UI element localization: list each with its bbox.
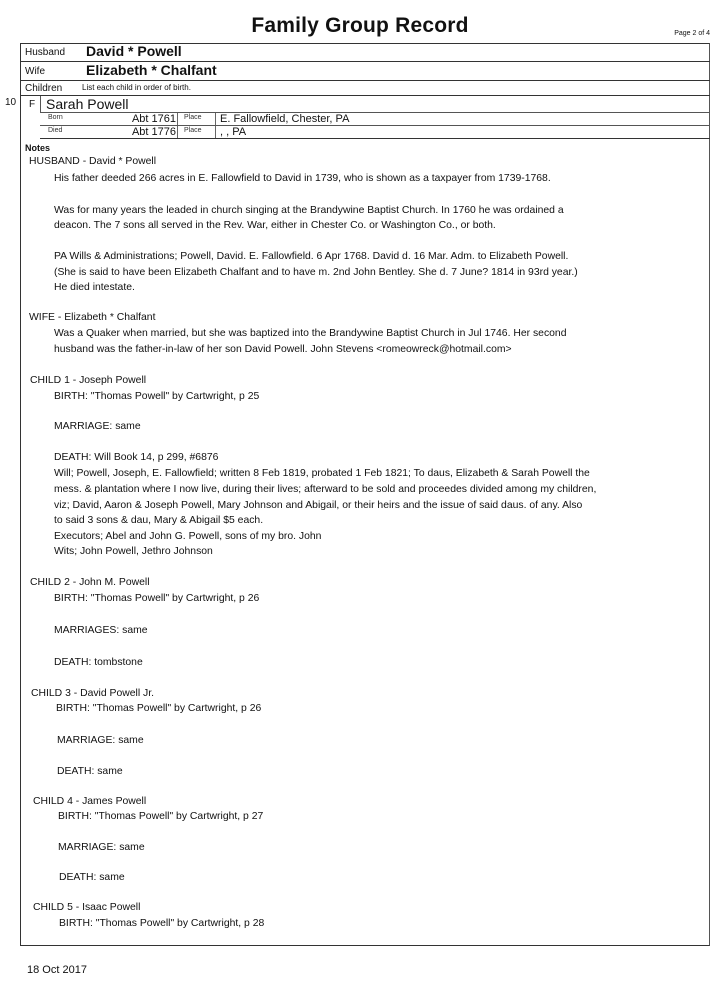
born-divider bbox=[177, 113, 178, 125]
note-line: CHILD 2 - John M. Powell bbox=[30, 577, 150, 588]
died-label: Died bbox=[48, 127, 63, 134]
footer-date: 18 Oct 2017 bbox=[27, 964, 87, 976]
note-line: DEATH: tombstone bbox=[54, 657, 143, 668]
child-sex: F bbox=[29, 99, 36, 110]
note-line: BIRTH: "Thomas Powell" by Cartwright, p 27 bbox=[58, 811, 264, 822]
note-line: BIRTH: "Thomas Powell" by Cartwright, p 25 bbox=[54, 391, 260, 402]
born-place-label: Place bbox=[184, 114, 202, 121]
note-line: mess. & plantation where I now live, during their lives; afterward to be sold and proceedes divided among my children, bbox=[54, 484, 597, 495]
died-place-label: Place bbox=[184, 127, 202, 134]
died-divider bbox=[177, 126, 178, 138]
note-line: MARRIAGES: same bbox=[54, 625, 148, 636]
note-line: Was for many years the leaded in church singing at the Brandywine Baptist Church. In 1760 he was ordained a bbox=[54, 205, 564, 216]
note-line: viz; David, Aaron & Joseph Powell, Mary Johnson and Abigail, or their heirs and the issue of said daus. of any. Also bbox=[54, 500, 583, 511]
child-sex-divider bbox=[40, 96, 41, 112]
notes-heading: Notes bbox=[25, 143, 51, 153]
born-row bbox=[40, 112, 710, 125]
husband-name: David * Powell bbox=[86, 43, 182, 59]
note-line: CHILD 3 - David Powell Jr. bbox=[31, 688, 154, 699]
died-date: Abt 1776 bbox=[131, 126, 176, 138]
wife-label: Wife bbox=[25, 66, 45, 77]
note-line: MARRIAGE: same bbox=[57, 735, 144, 746]
note-line: Executors; Abel and John G. Powell, sons of my bro. John bbox=[54, 531, 322, 542]
children-row bbox=[20, 81, 710, 96]
child-name: Sarah Powell bbox=[46, 96, 129, 112]
note-line: MARRIAGE: same bbox=[54, 421, 141, 432]
died-place: , , PA bbox=[220, 126, 247, 138]
husband-row bbox=[20, 43, 710, 62]
note-line: DEATH: same bbox=[57, 766, 123, 777]
page-title: Family Group Record bbox=[251, 14, 469, 37]
note-line: DEATH: same bbox=[59, 872, 125, 883]
note-line: to said 3 sons & dau, Mary & Abigail $5 each. bbox=[54, 515, 264, 526]
husband-label: Husband bbox=[25, 47, 66, 58]
note-line: WIFE - Elizabeth * Chalfant bbox=[29, 312, 156, 323]
note-line: MARRIAGE: same bbox=[58, 842, 145, 853]
note-line: CHILD 4 - James Powell bbox=[33, 796, 147, 807]
born-label: Born bbox=[48, 114, 63, 121]
note-line: Was a Quaker when married, but she was baptized into the Brandywine Baptist Church in Jul 1746. Her second bbox=[54, 328, 567, 339]
born-place-divider bbox=[215, 113, 216, 125]
note-line: husband was the father-in-law of her son David Powell. John Stevens <romeowreck@hotmail.com> bbox=[54, 344, 512, 355]
note-line: BIRTH: "Thomas Powell" by Cartwright, p 28 bbox=[59, 918, 265, 929]
wife-name: Elizabeth * Chalfant bbox=[86, 62, 217, 78]
note-line: He died intestate. bbox=[54, 282, 135, 293]
children-instruction: List each child in order of birth. bbox=[82, 83, 191, 92]
child-row bbox=[20, 96, 710, 112]
born-place: E. Fallowfield, Chester, PA bbox=[220, 113, 350, 125]
children-label: Children bbox=[25, 83, 63, 94]
wife-row bbox=[20, 62, 710, 81]
died-place-divider bbox=[215, 126, 216, 138]
note-line: Wits; John Powell, Jethro Johnson bbox=[54, 546, 213, 557]
note-line: CHILD 1 - Joseph Powell bbox=[30, 375, 147, 386]
note-line: DEATH: Will Book 14, p 299, #6876 bbox=[54, 452, 219, 463]
child-number: 10 bbox=[5, 97, 17, 108]
note-line: BIRTH: "Thomas Powell" by Cartwright, p 26 bbox=[56, 703, 262, 714]
born-date: Abt 1761 bbox=[131, 113, 176, 125]
note-line: Will; Powell, Joseph, E. Fallowfield; written 8 Feb 1819, probated 1 Feb 1821; To daus, Elizabeth & Sarah Powell the bbox=[54, 468, 590, 479]
note-line: His father deeded 266 acres in E. Fallowfield to David in 1739, who is shown as a taxpayer from 1739-1768. bbox=[54, 173, 551, 184]
died-row bbox=[40, 125, 710, 139]
note-line: PA Wills & Administrations; Powell, David. E. Fallowfield. 6 Apr 1768. David d. 16 Mar. Adm. to Elizabeth Powell. bbox=[54, 251, 569, 262]
note-line: CHILD 5 - Isaac Powell bbox=[33, 902, 141, 913]
note-line: HUSBAND - David * Powell bbox=[29, 156, 157, 167]
note-line: (She is said to have been Elizabeth Chalfant and to have m. 2nd John Bentley. She d. 7 June? 1814 in 93rd year.) bbox=[54, 267, 578, 278]
note-line: BIRTH: "Thomas Powell" by Cartwright, p 26 bbox=[54, 593, 260, 604]
page-number: Page 2 of 4 bbox=[674, 30, 710, 37]
note-line: deacon. The 7 sons all served in the Rev. War, either in Chester Co. or Washington Co., or both. bbox=[54, 220, 496, 231]
